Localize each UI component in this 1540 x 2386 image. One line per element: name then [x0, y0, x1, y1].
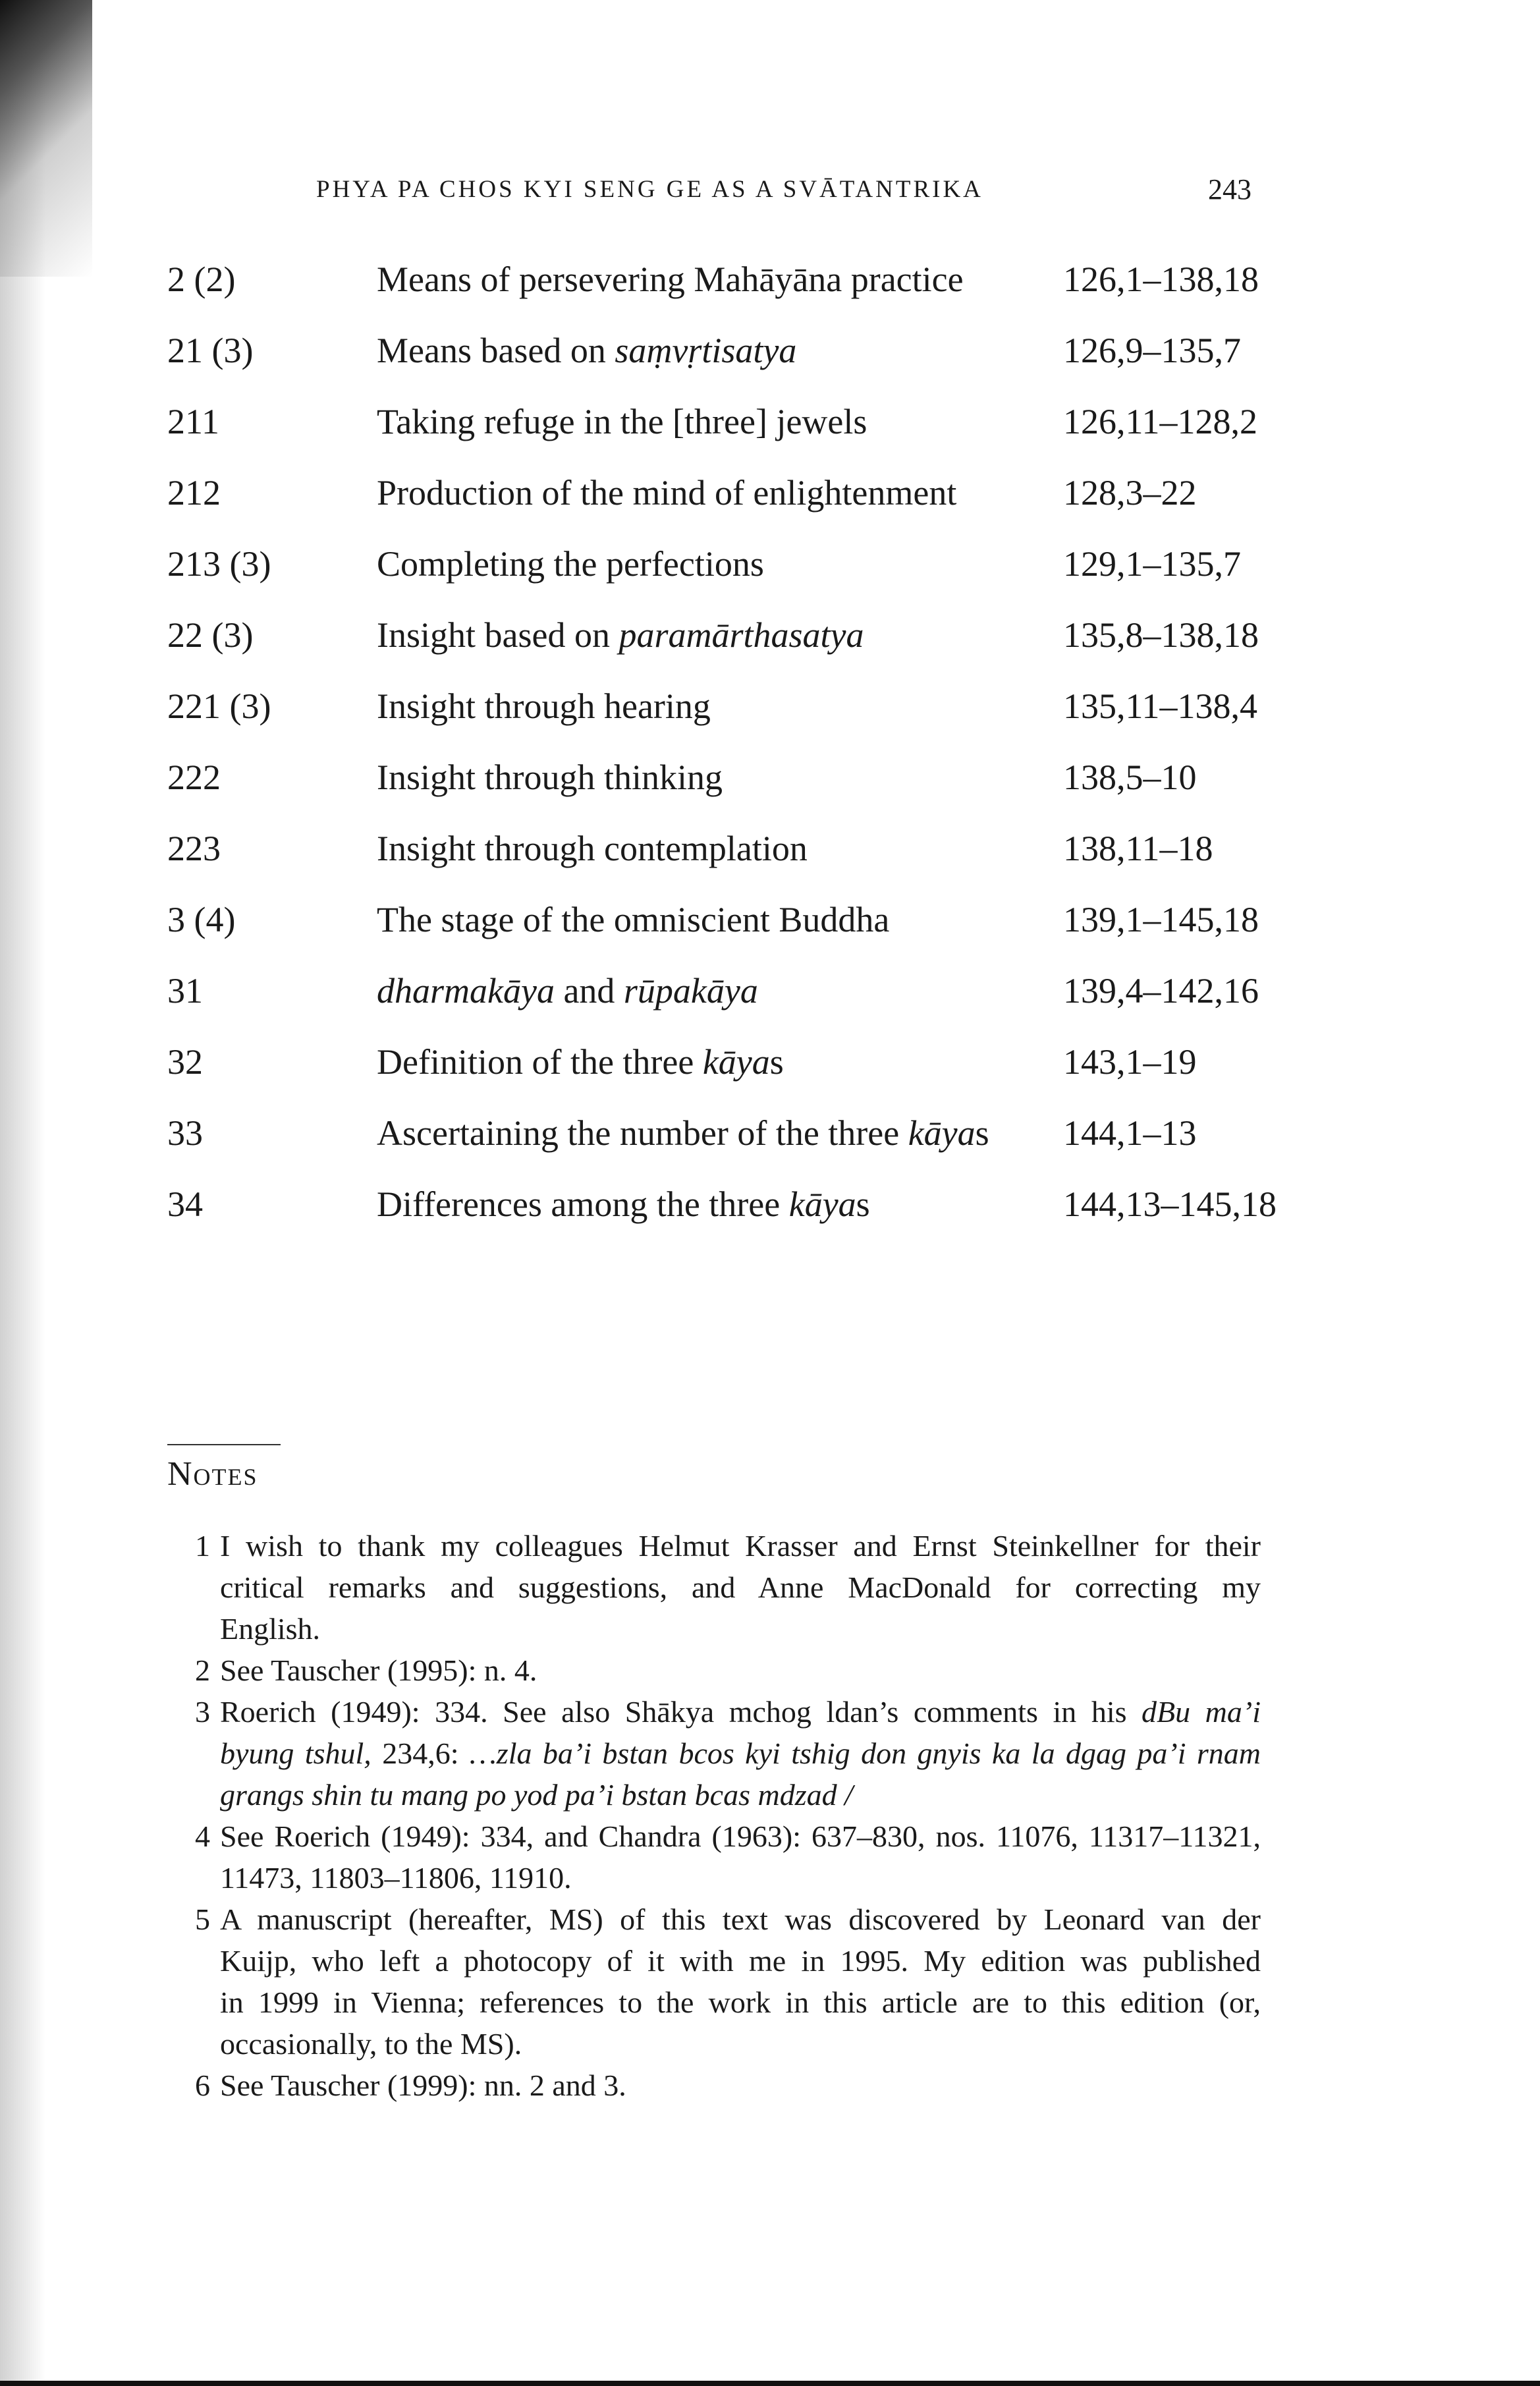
outline-row — [0, 828, 1540, 887]
outline-number: 22 (3) — [167, 615, 254, 655]
outline-reference: 138,11–18 — [1063, 829, 1213, 868]
outline-reference: 144,1–13 — [1063, 1113, 1197, 1153]
running-head: PHYA PA CHOS KYI SENG GE AS A SVĀTANTRIKA — [316, 176, 983, 203]
outline-reference: 139,4–142,16 — [1063, 971, 1259, 1011]
outline-row — [0, 543, 1540, 603]
outline-title — [377, 1041, 784, 1082]
note-text: 234,6: — [371, 1736, 470, 1770]
outline-reference: 129,1–135,7 — [1063, 544, 1241, 584]
outline-title-text: Means based on — [377, 331, 615, 370]
outline-title-term: kāya — [908, 1113, 976, 1153]
note-number: 4 — [195, 1819, 210, 1853]
note-line: Kuijp, who left a photocopy of it with me in 1995. My edition was published — [220, 1944, 1261, 1978]
outline-reference: 126,1–138,18 — [1063, 260, 1259, 299]
outline-title-suffix: s — [769, 1042, 784, 1082]
page-number: 243 — [1208, 173, 1251, 206]
outline-row — [0, 970, 1540, 1030]
outline-number: 31 — [167, 971, 203, 1011]
outline-title — [377, 970, 758, 1011]
outline-number: 34 — [167, 1184, 203, 1224]
note-quote-italic: …zla ba’i bstan bcos kyi tshig don gnyis ka la dgag pa’i rnam — [469, 1736, 1261, 1770]
note-number: 3 — [195, 1695, 210, 1729]
outline-title: The stage of the omniscient Buddha — [377, 900, 890, 939]
outline-title — [377, 1184, 870, 1225]
outline-number: 213 (3) — [167, 544, 271, 584]
outline-number: 221 (3) — [167, 686, 271, 726]
outline-title-term: kāya — [788, 1184, 856, 1224]
note-number: 5 — [195, 1902, 210, 1936]
note-item — [195, 1816, 1261, 1899]
outline-row — [0, 472, 1540, 532]
outline-row — [0, 1113, 1540, 1172]
scan-shadow-corner — [0, 0, 92, 277]
outline-title-term: rūpakāya — [623, 971, 758, 1011]
outline-title-text: Definition of the three — [377, 1042, 703, 1082]
outline-title-term: dharmakāya — [377, 971, 555, 1011]
outline-title — [377, 1113, 989, 1153]
outline-title-text: Differences among the three — [377, 1184, 789, 1224]
note-item — [195, 1525, 1261, 1650]
note-item — [195, 1691, 1261, 1816]
outline-title — [377, 615, 864, 655]
outline-number: 32 — [167, 1042, 203, 1082]
outline-number: 2 (2) — [167, 260, 236, 299]
note-line: in 1999 in Vienna; references to the work in this article are to this edition (or, — [220, 1985, 1261, 2019]
outline-row — [0, 899, 1540, 958]
outline-reference: 126,9–135,7 — [1063, 331, 1241, 370]
note-line: See Tauscher (1999): nn. 2 and 3. — [220, 2068, 626, 2102]
outline-row — [0, 757, 1540, 816]
notes-divider — [167, 1444, 281, 1445]
note-line: See Tauscher (1995): n. 4. — [220, 1653, 537, 1687]
outline-title: Completing the perfections — [377, 544, 764, 584]
scan-bottom-edge — [0, 2381, 1540, 2386]
outline-title: Means of persevering Mahāyāna practice — [377, 260, 964, 299]
outline-title: Production of the mind of enlightenment — [377, 473, 957, 513]
outline-number: 223 — [167, 829, 221, 868]
note-line — [220, 1691, 1261, 1733]
note-line — [220, 1774, 1261, 1816]
outline-reference: 144,13–145,18 — [1063, 1184, 1277, 1224]
note-line: critical remarks and suggestions, and Anne MacDonald for correcting my — [220, 1570, 1261, 1604]
outline-title — [377, 330, 796, 371]
outline-reference: 139,1–145,18 — [1063, 900, 1259, 939]
note-line: 11473, 11803–11806, 11910. — [220, 1861, 572, 1895]
note-title-italic: dBu ma’i — [1141, 1695, 1261, 1729]
outline-number: 222 — [167, 758, 221, 797]
outline-reference: 135,11–138,4 — [1063, 686, 1257, 726]
outline-row — [0, 259, 1540, 318]
note-line: occasionally, to the MS). — [220, 2027, 522, 2061]
outline-reference: 128,3–22 — [1063, 473, 1197, 513]
note-text: Roerich (1949): 334. See also Shākya mchog ldan’s comments in his — [220, 1695, 1142, 1729]
outline-row — [0, 1041, 1540, 1101]
outline-reference: 143,1–19 — [1063, 1042, 1197, 1082]
note-item — [195, 1650, 1261, 1691]
outline-title-term: saṃvṛtisatya — [615, 331, 797, 370]
outline-row — [0, 330, 1540, 389]
outline-number: 212 — [167, 473, 221, 513]
outline-title: Insight through hearing — [377, 686, 711, 726]
note-line: English. — [220, 1612, 321, 1646]
outline-row — [0, 615, 1540, 674]
outline-title-text: Insight based on — [377, 615, 619, 655]
outline-row — [0, 401, 1540, 460]
note-item — [195, 1899, 1261, 2065]
outline-number: 33 — [167, 1113, 203, 1153]
outline-title: Taking refuge in the [three] jewels — [377, 402, 867, 441]
note-number: 1 — [195, 1529, 210, 1563]
outline-number: 3 (4) — [167, 900, 236, 939]
page-header — [316, 173, 1251, 212]
outline-title-suffix: s — [856, 1184, 870, 1224]
outline-title: Insight through contemplation — [377, 829, 808, 868]
note-quote-italic: grangs shin tu mang po yod pa’i bstan bcas mdzad / — [220, 1778, 853, 1812]
outline-title-suffix: s — [975, 1113, 989, 1153]
outline-title-term: kāya — [702, 1042, 770, 1082]
outline-reference: 135,8–138,18 — [1063, 615, 1259, 655]
note-line: I wish to thank my colleagues Helmut Krasser and Ernst Steinkellner for their — [220, 1529, 1261, 1563]
note-item — [195, 2065, 1261, 2106]
outline-title-text: and — [554, 971, 624, 1011]
outline-reference: 138,5–10 — [1063, 758, 1197, 797]
outline-row — [0, 1184, 1540, 1243]
outline-title-term: paramārthasatya — [619, 615, 864, 655]
outline-number: 211 — [167, 402, 219, 441]
outline-row — [0, 686, 1540, 745]
note-line — [220, 1733, 1261, 1774]
notes-heading: Notes — [167, 1455, 258, 1493]
note-line: See Roerich (1949): 334, and Chandra (1963): 637–830, nos. 11076, 11317–11321, — [220, 1819, 1261, 1853]
outline-number: 21 (3) — [167, 331, 254, 370]
outline-title: Insight through thinking — [377, 758, 723, 797]
note-number: 2 — [195, 1653, 210, 1687]
note-line: A manuscript (hereafter, MS) of this text was discovered by Leonard van der — [220, 1902, 1261, 1936]
note-number: 6 — [195, 2068, 210, 2102]
note-title-italic: byung tshul, — [220, 1736, 371, 1770]
outline-reference: 126,11–128,2 — [1063, 402, 1257, 441]
outline-title-text: Ascertaining the number of the three — [377, 1113, 908, 1153]
